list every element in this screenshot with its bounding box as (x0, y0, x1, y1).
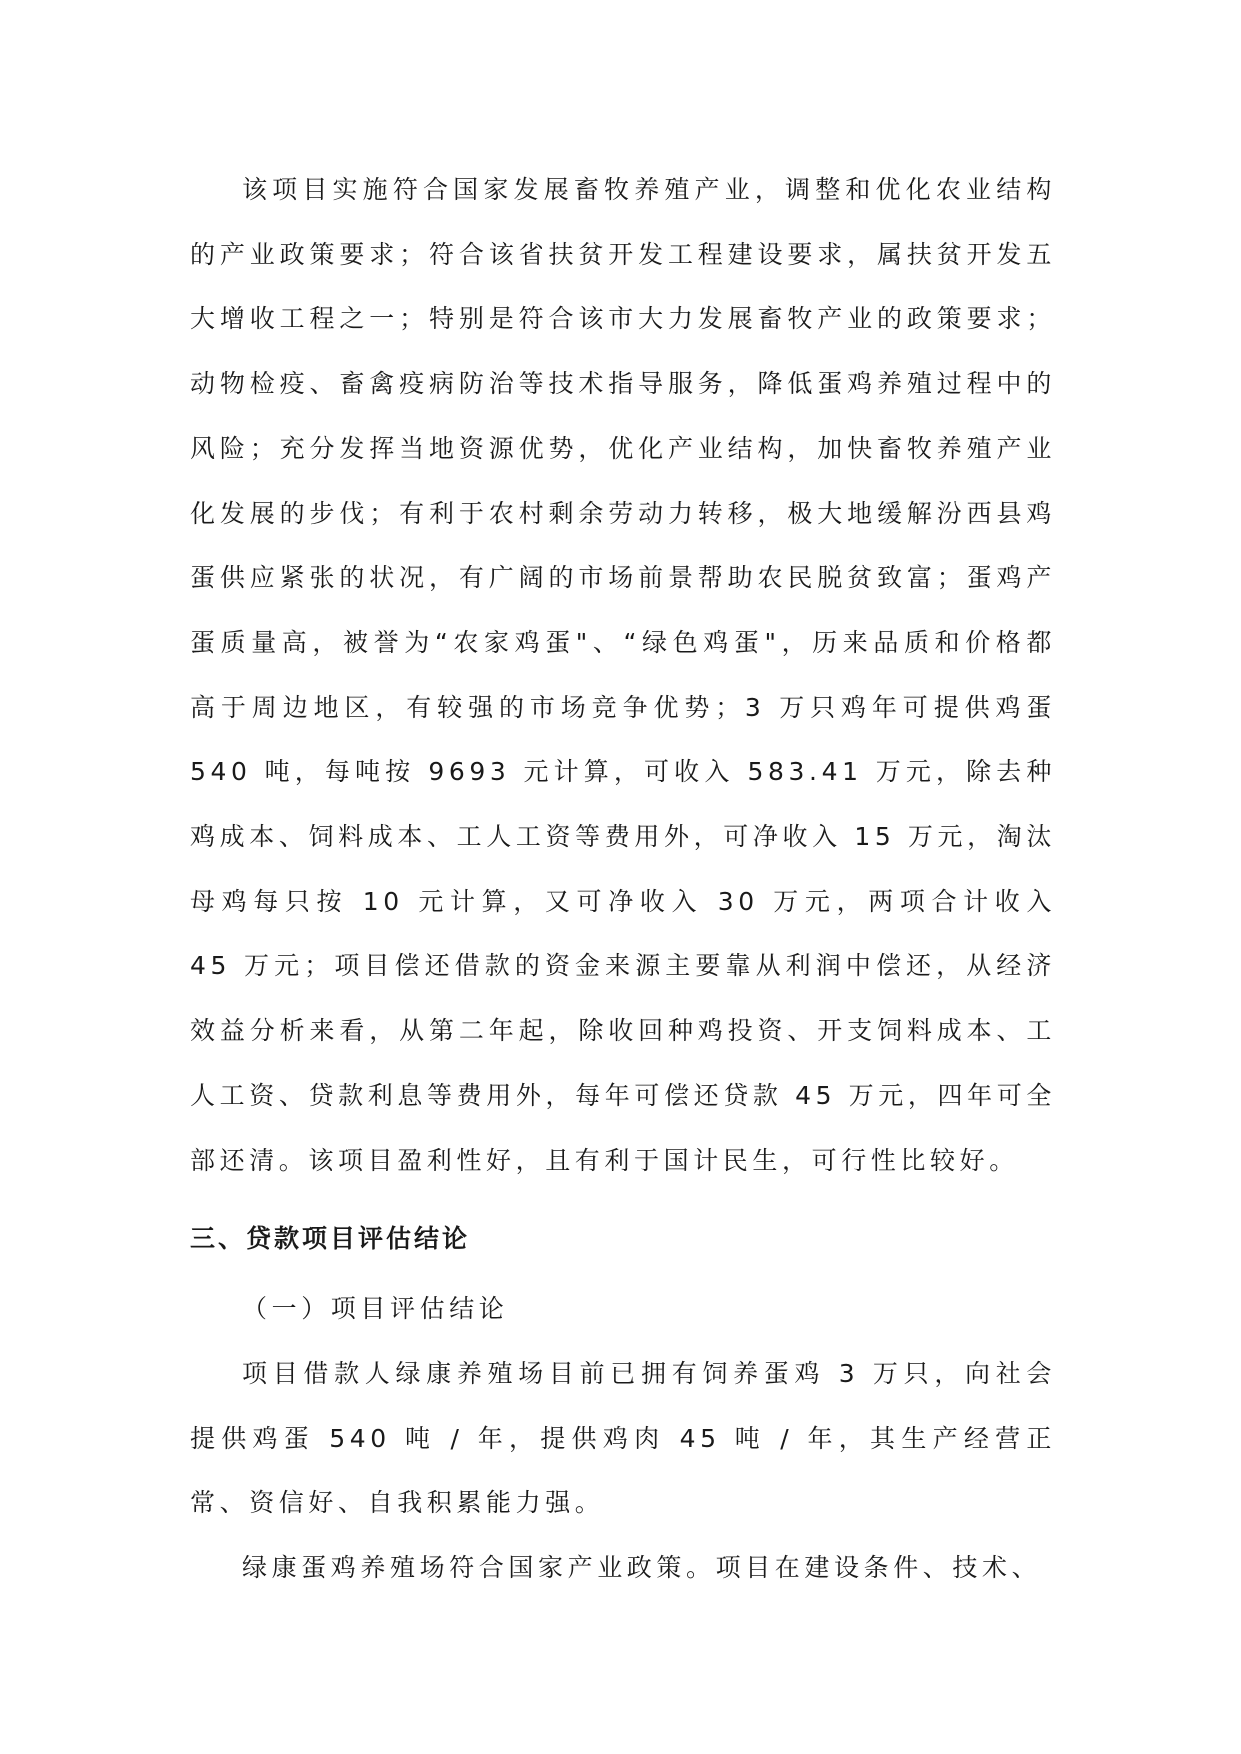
body-paragraph: 项目借款人绿康养殖场目前已拥有饲养蛋鸡 3 万只，向社会提供鸡蛋 540 吨 / 年，提供鸡肉 45 吨 / 年，其生产经营正常、资信好、自我积累能力强。 (190, 1358, 1056, 1518)
subsection-heading: （一）项目评估结论 (242, 1294, 509, 1324)
body-paragraph: 该项目实施符合国家发展畜牧养殖产业，调整和优化农业结构的产业政策要求；符合该省扶贫开发工程建设要求，属扶贫开发五大增收工程之一；特别是符合该市大力发展畜牧产业的政策要求；动物检疫、畜禽疫病防治等技术指导服务，降低蛋鸡养殖过程中的风险；充分发挥当地资源优势，优化产业结构，加快畜牧养殖产业化发展的步伐；有利于农村剩余劳动力转移，极大地缓解汾西县鸡蛋供应紧张的状况，有广阔的市场前景帮助农民脱贫致富；蛋鸡产蛋质量高，被誉为“农家鸡蛋"、“绿色鸡蛋"，历来品质和价格都高于周边地区，有较强的市场竞争优势；3 万只鸡年可提供鸡蛋 540 吨，每吨按 9693 元计算，可收入 583.41 万元，除去种鸡成本、饲料成本、工人工资等费用外，可净收入 15 万元，淘汰母鸡每只按 10 元计算，又可净收入 30 万元，两项合计收入 45 万元；项目偿还借款的资金来源主要靠从利润中偿还，从经济效益分析来看，从第二年起，除收回种鸡投资、开支饲料成本、工人工资、贷款利息等费用外，每年可偿还贷款 45 万元，四年可全部还清。该项目盈利性好，且有利于国计民生，可行性比较好。 (190, 175, 1056, 1175)
body-paragraph: 绿康蛋鸡养殖场符合国家产业政策。项目在建设条件、技术、 (242, 1553, 1042, 1583)
document-body (190, 158, 1056, 1601)
section-heading: 三、贷款项目评估结论 (190, 1224, 471, 1254)
